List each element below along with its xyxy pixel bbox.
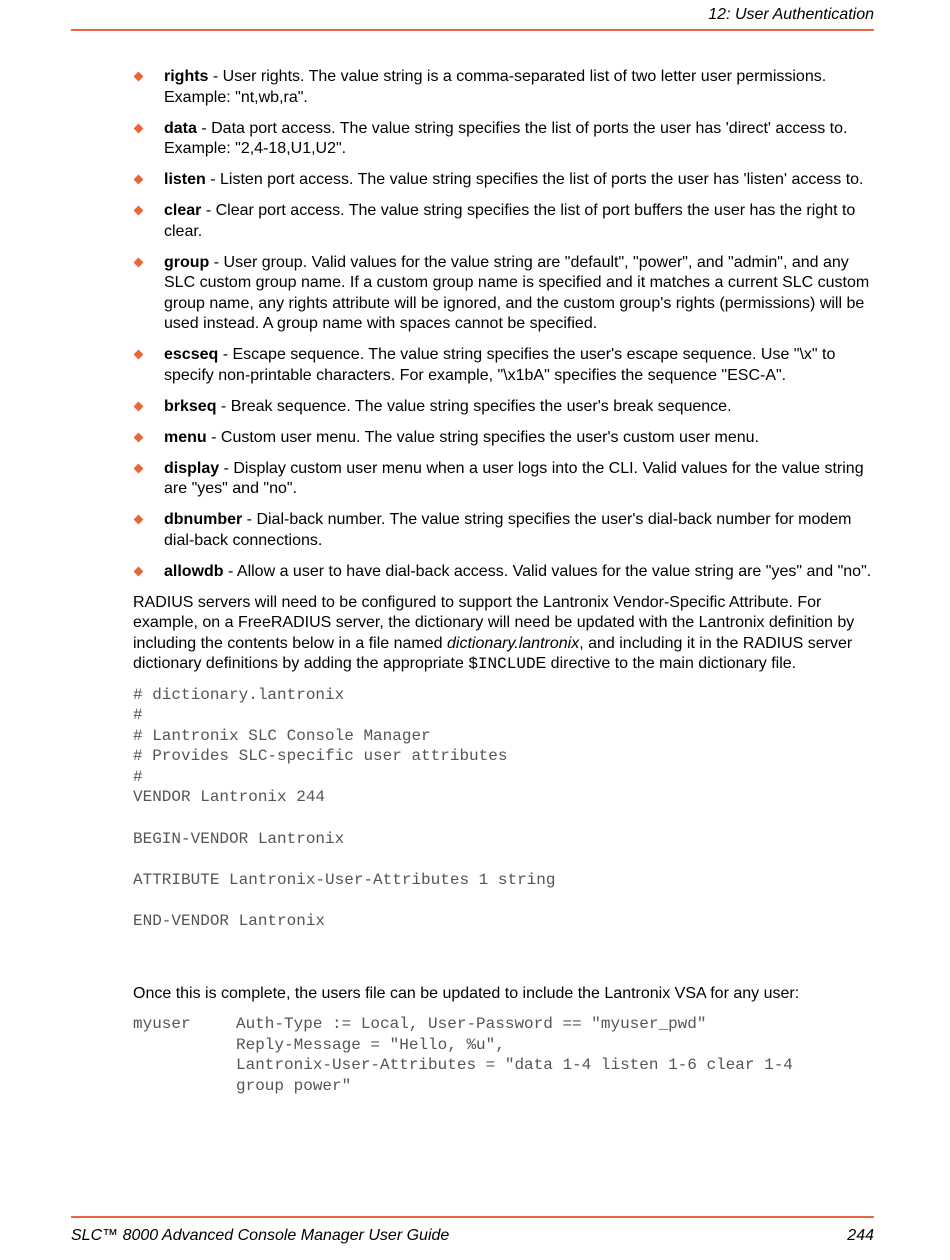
code-line: Lantronix-User-Attributes = "data 1-4 listen 1-6 clear 1-4 (236, 1056, 793, 1075)
code-line: # (133, 706, 143, 725)
users-code-username: myuser (133, 1015, 191, 1034)
include-directive-tail: E (535, 655, 547, 672)
include-directive: $INCLUD (468, 655, 536, 673)
page-number: 244 (847, 1227, 874, 1244)
attribute-description: - Listen port access. The value string specifies the list of ports the user has 'listen' access to. (205, 171, 864, 188)
attribute-term: dbnumber (164, 511, 243, 528)
diamond-bullet-icon (134, 257, 144, 267)
diamond-bullet-icon (134, 206, 144, 216)
attribute-item (133, 201, 875, 242)
page-header-title: 12: User Authentication (708, 6, 874, 23)
diamond-bullet-icon (134, 515, 144, 525)
footer-title: SLC™ 8000 Advanced Console Manager User Guide (71, 1227, 450, 1244)
attribute-item (133, 67, 875, 108)
attribute-item (133, 428, 875, 449)
attribute-item (133, 562, 875, 583)
radius-text-3: directive to the main dictionary file. (546, 655, 797, 672)
diamond-bullet-icon (134, 72, 144, 82)
radius-text-1: RADIUS servers will need to be configured to support the Lantronix Vendor-Specific Attribute. For example, on a FreeRADIUS server, the dictionary will need be updated with the Lantronix definition by including the contents below in a file named (133, 593, 855, 652)
dictionary-filename: dictionary.lantronix (446, 634, 580, 652)
code-line: Auth-Type := Local, User-Password == "myuser_pwd" (236, 1015, 707, 1034)
attribute-description: - Display custom user menu when a user logs into the CLI. Valid values for the value string are "yes" and "no". (164, 459, 864, 497)
users-code-attributes (236, 1014, 875, 1096)
attribute-term: menu (164, 428, 207, 446)
code-line: END-VENDOR Lantronix (133, 912, 326, 931)
code-line: Reply-Message = "Hello, %u", (236, 1035, 505, 1054)
diamond-bullet-icon (134, 175, 144, 185)
diamond-bullet-icon (134, 401, 144, 411)
attribute-item (133, 397, 875, 418)
attribute-term: brkseq (164, 397, 217, 415)
attribute-term: group (164, 253, 210, 271)
attribute-description: - Custom user menu. The value string specifies the user's custom user menu. (206, 428, 759, 446)
attribute-item (133, 459, 875, 500)
attribute-term: allowdb (164, 562, 224, 580)
header-rule (71, 29, 874, 31)
page-content (133, 67, 875, 1097)
users-code-block (133, 1014, 875, 1096)
attribute-description: - Dial-back number. The value string specifies the user's dial-back number for modem dial-back connections. (164, 511, 852, 549)
code-line: # dictionary.lantronix (133, 685, 345, 704)
diamond-bullet-icon (134, 432, 144, 442)
attribute-term: escseq (164, 346, 219, 363)
attribute-item (133, 510, 875, 551)
code-line: group power" (236, 1076, 352, 1095)
attribute-description: - Escape sequence. The value string specifies the user's escape sequence. Use "\x" to specify non-printable characters. For example, "\x1bA" specifies the sequence "ESC-A". (164, 346, 836, 384)
code-line (133, 890, 875, 911)
attribute-description: - Clear port access. The value string specifies the list of port buffers the user has the right to clear. (164, 202, 856, 240)
diamond-bullet-icon (134, 123, 144, 133)
code-line: BEGIN-VENDOR Lantronix (133, 829, 345, 848)
attribute-description: - Break sequence. The value string specifies the user's break sequence. (216, 397, 732, 415)
code-line: VENDOR Lantronix 244 (133, 788, 326, 807)
attribute-item (133, 119, 875, 160)
attribute-description: - User rights. The value string is a comma-separated list of two letter user permissions. Example: "nt,wb,ra". (164, 68, 827, 106)
code-line: # Lantronix SLC Console Manager (133, 726, 431, 745)
attribute-term: rights (164, 68, 209, 85)
attribute-description: - Data port access. The value string specifies the list of ports the user has 'direct' access to. Example: "2,4-18,U1,U2". (164, 119, 848, 157)
diamond-bullet-icon (134, 350, 144, 360)
dictionary-code-block (133, 685, 875, 932)
code-line: ATTRIBUTE Lantronix-User-Attributes 1 string (133, 870, 556, 889)
code-line: # (133, 767, 143, 786)
attribute-term: display (164, 459, 220, 477)
attribute-list (133, 67, 875, 582)
code-line: # Provides SLC-specific user attributes (133, 747, 508, 766)
attribute-item (133, 253, 875, 335)
attribute-description: - Allow a user to have dial-back access. Valid values for the value string are "yes" and "no". (223, 562, 872, 580)
attribute-item (133, 170, 875, 191)
attribute-term: data (164, 119, 197, 137)
diamond-bullet-icon (134, 566, 144, 576)
footer-rule (71, 1216, 874, 1218)
attribute-term: clear (164, 202, 202, 219)
radius-paragraph (133, 593, 875, 675)
diamond-bullet-icon (134, 463, 144, 473)
code-line (133, 849, 875, 870)
users-paragraph: Once this is complete, the users file can be updated to include the Lantronix VSA for any user: (133, 984, 800, 1002)
attribute-term: listen (164, 171, 206, 188)
code-line (133, 808, 875, 829)
attribute-description: - User group. Valid values for the value string are "default", "power", and "admin", and any SLC custom group name. If a custom group name is specified and it matches a current SLC custom group name, any rights attribute will be ignored, and the custom group's rights (permissions) will be used instead. A group name with spaces cannot be specified. (164, 253, 870, 332)
radius-text-2: , and including it in the RADIUS server dictionary definitions by adding the appropriate (133, 634, 853, 672)
attribute-item (133, 345, 875, 386)
